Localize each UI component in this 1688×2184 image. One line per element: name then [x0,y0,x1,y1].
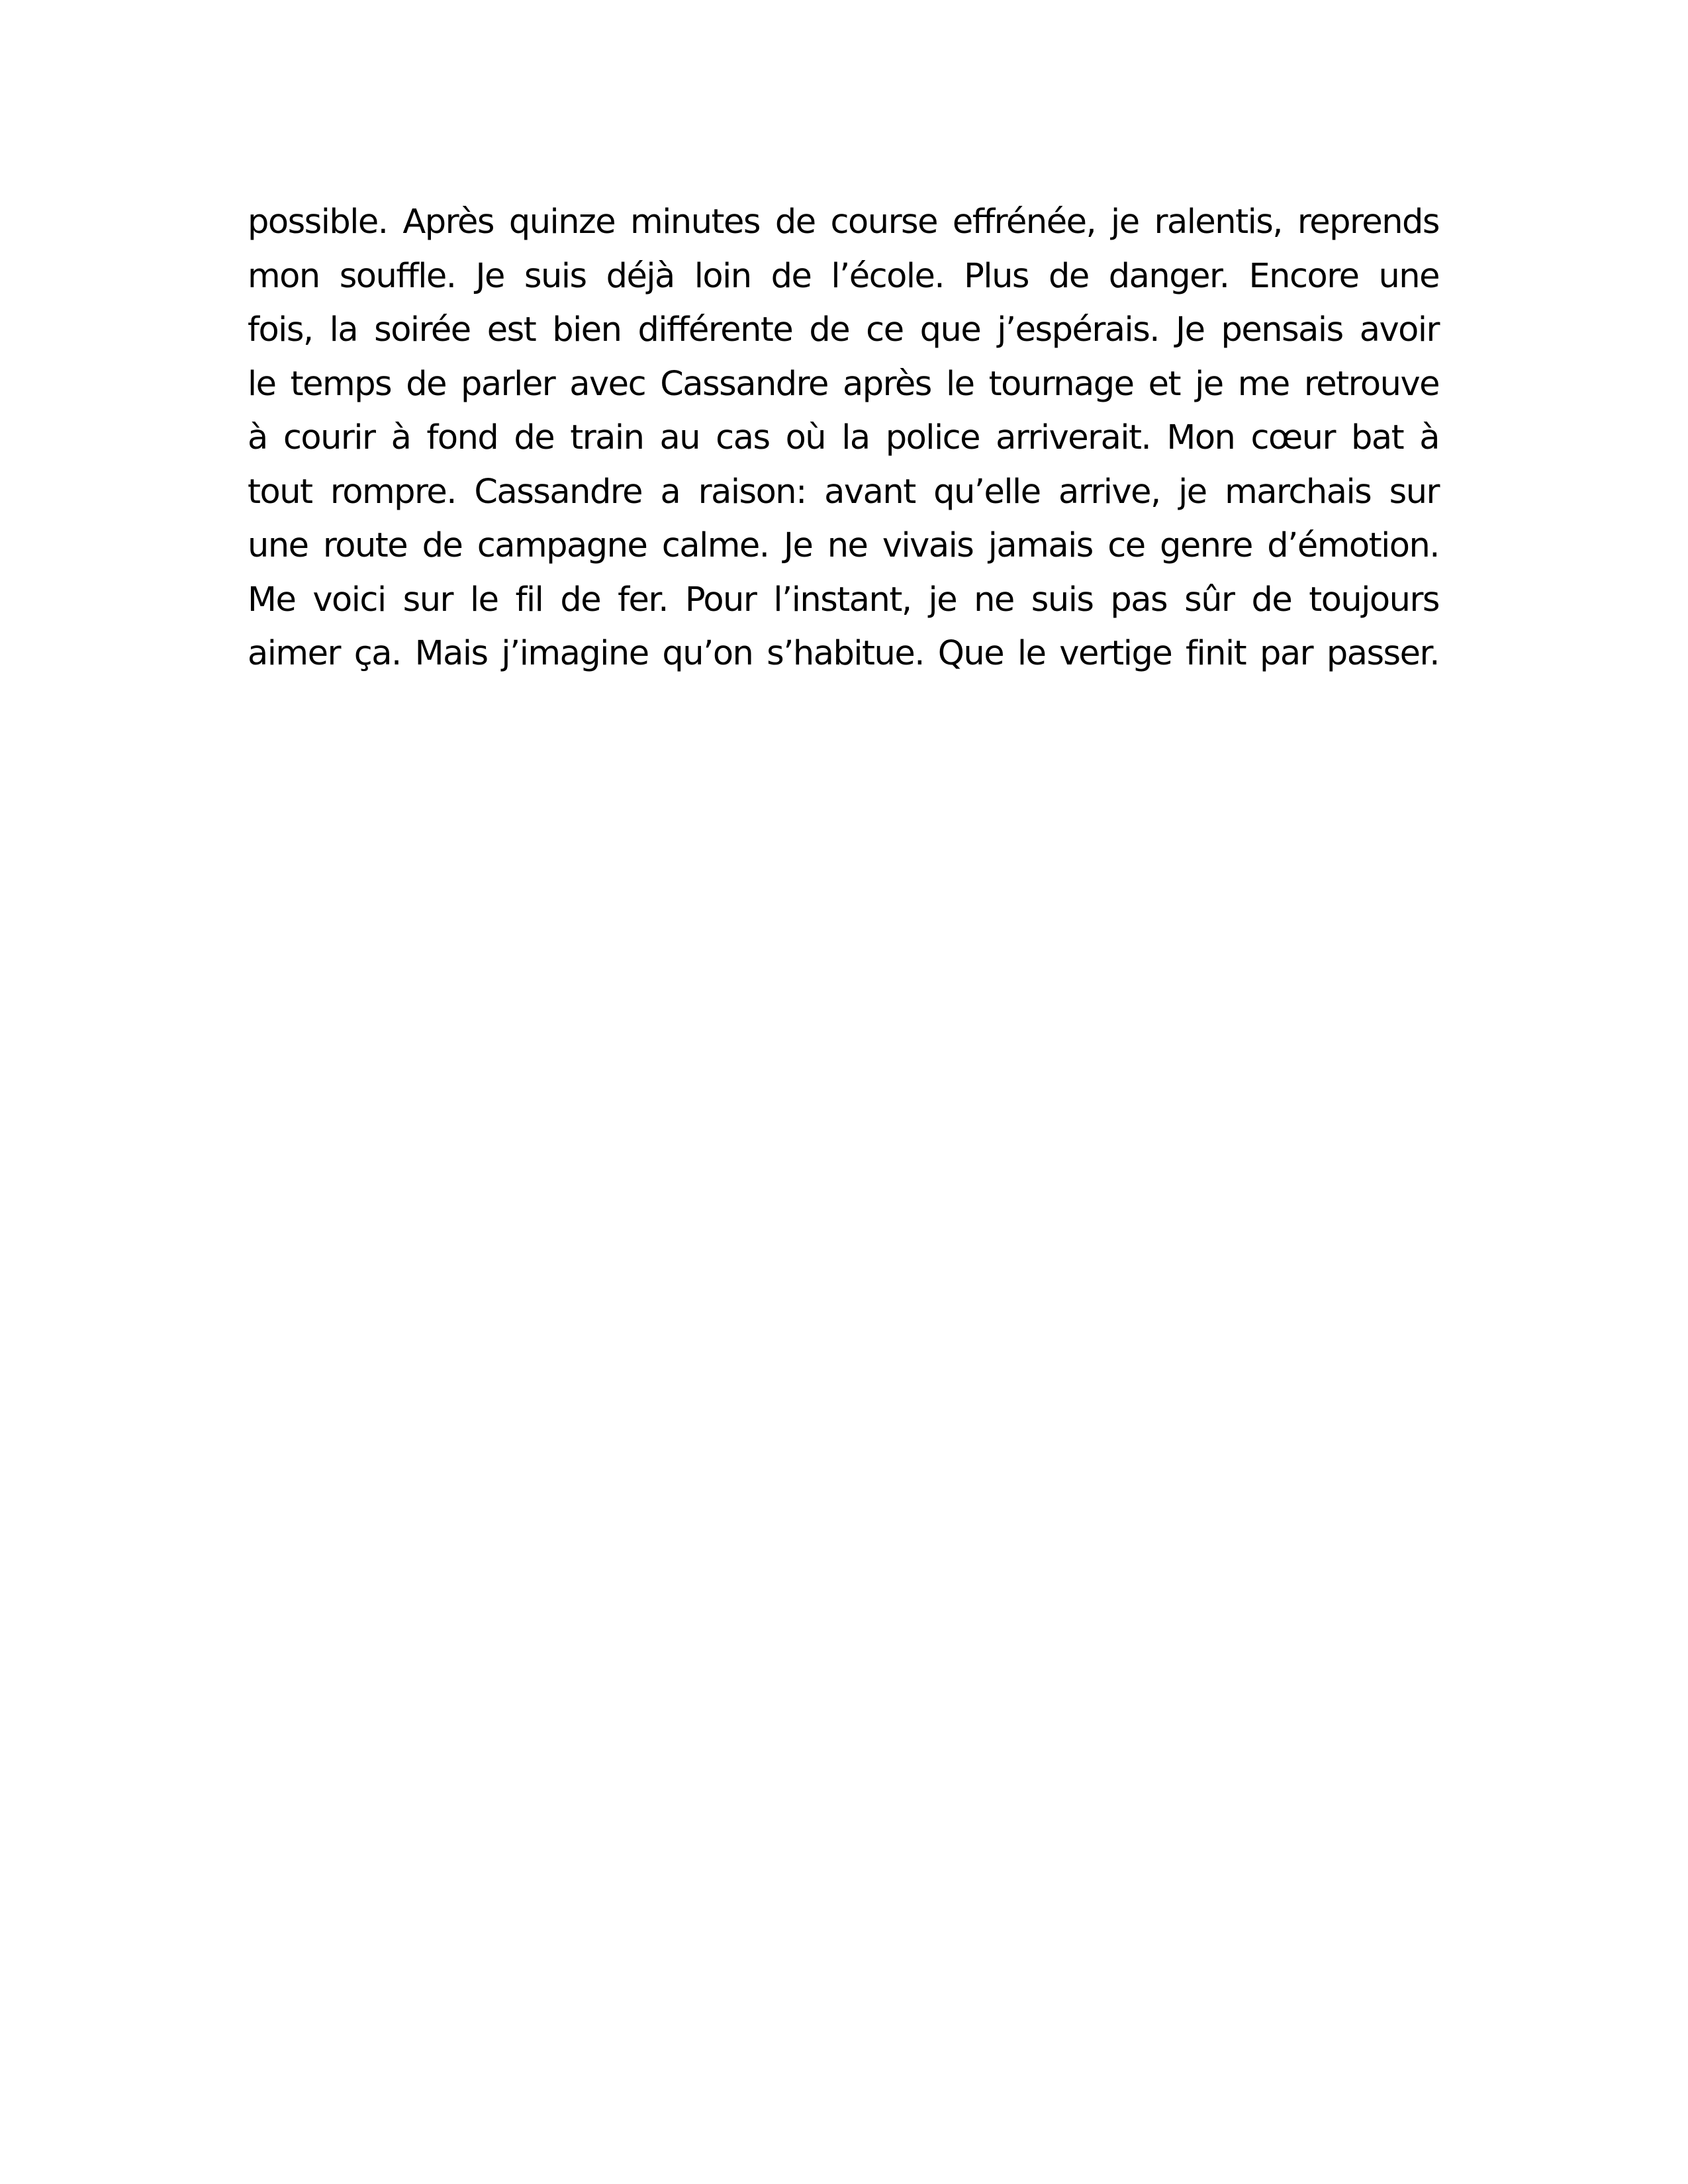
paragraph-line: à courir à fond de train au cas où la police arriverait. Mon cœur bat à [248,418,1439,457]
paragraph-line: Me voici sur le fil de fer. Pour l’instant, je ne suis pas sûr de toujours [248,580,1439,619]
paragraph-line: possible. Après quinze minutes de course effrénée, je ralentis, reprends [248,203,1439,242]
paragraph-line: une route de campagne calme. Je ne vivais jamais ce genre d’émotion. [248,526,1439,565]
paragraph-line: fois, la soirée est bien différente de ce que j’espérais. Je pensais avoir [248,310,1439,349]
paragraph-line: tout rompre. Cassandre a raison: avant qu’elle arrive, je marchais sur [248,472,1439,512]
paragraph-line: mon souffle. Je suis déjà loin de l’école. Plus de danger. Encore une [248,256,1439,296]
paragraph-line: aimer ça. Mais j’imagine qu’on s’habitue. Que le vertige finit par passer. [248,634,1439,673]
body-paragraph [248,195,1439,681]
paragraph-line: le temps de parler avec Cassandre après le tournage et je me retrouve [248,364,1439,404]
